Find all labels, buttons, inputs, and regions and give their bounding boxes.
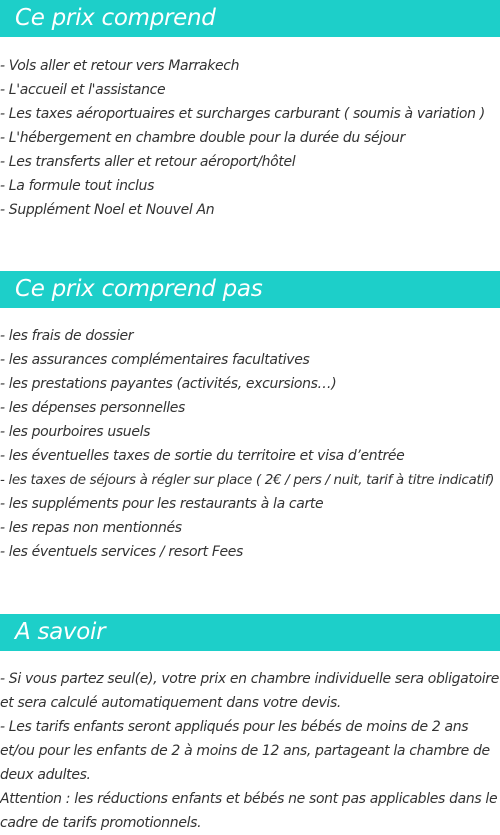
list-item: - les éventuelles taxes de sortie du territoire et visa d’entrée xyxy=(0,448,405,464)
section-title-included: Ce prix comprend xyxy=(0,0,500,37)
list-item: - les frais de dossier xyxy=(0,328,134,344)
list-item: - Supplément Noel et Nouvel An xyxy=(0,202,215,218)
list-item: - les taxes de séjours à régler sur place ( 2€ / pers / nuit, tarif à titre indicatif) xyxy=(0,472,495,488)
info-paragraph: - Les tarifs enfants seront appliqués pour les bébés de moins de 2 ans et/ou pour les enfants de 2 à moins de 12 ans, partageant la chambre de deux adultes. xyxy=(0,719,490,783)
section-title-good-to-know: A savoir xyxy=(0,614,500,651)
section-not-included xyxy=(0,271,500,564)
list-item: - les repas non mentionnés xyxy=(0,520,182,536)
included-list xyxy=(0,54,500,222)
list-item: - Vols aller et retour vers Marrakech xyxy=(0,58,240,74)
list-item: - les dépenses personnelles xyxy=(0,400,185,416)
list-item: - les pourboires usuels xyxy=(0,424,151,440)
list-item: - Les transferts aller et retour aéroport/hôtel xyxy=(0,154,296,170)
section-title-not-included: Ce prix comprend pas xyxy=(0,271,500,308)
list-item: - La formule tout inclus xyxy=(0,178,155,194)
list-item: - les suppléments pour les restaurants à la carte xyxy=(0,496,324,512)
list-item: - les assurances complémentaires facultatives xyxy=(0,352,310,368)
list-item: - L'hébergement en chambre double pour la durée du séjour xyxy=(0,130,405,146)
info-paragraph: - Si vous partez seul(e), votre prix en chambre individuelle sera obligatoire et sera calculé automatiquement dans votre devis. xyxy=(0,671,499,711)
not-included-list xyxy=(0,324,500,564)
list-item: - L'accueil et l'assistance xyxy=(0,82,166,98)
section-good-to-know xyxy=(0,614,500,835)
list-item: - les prestations payantes (activités, excursions…) xyxy=(0,376,337,392)
good-to-know-text xyxy=(0,667,500,835)
list-item: - Les taxes aéroportuaires et surcharges carburant ( soumis à variation ) xyxy=(0,106,485,122)
list-item: - les éventuels services / resort Fees xyxy=(0,544,244,560)
info-paragraph: Attention : les réductions enfants et bébés ne sont pas applicables dans le cadre de tarifs promotionnels. xyxy=(0,791,498,831)
section-included xyxy=(0,0,500,222)
